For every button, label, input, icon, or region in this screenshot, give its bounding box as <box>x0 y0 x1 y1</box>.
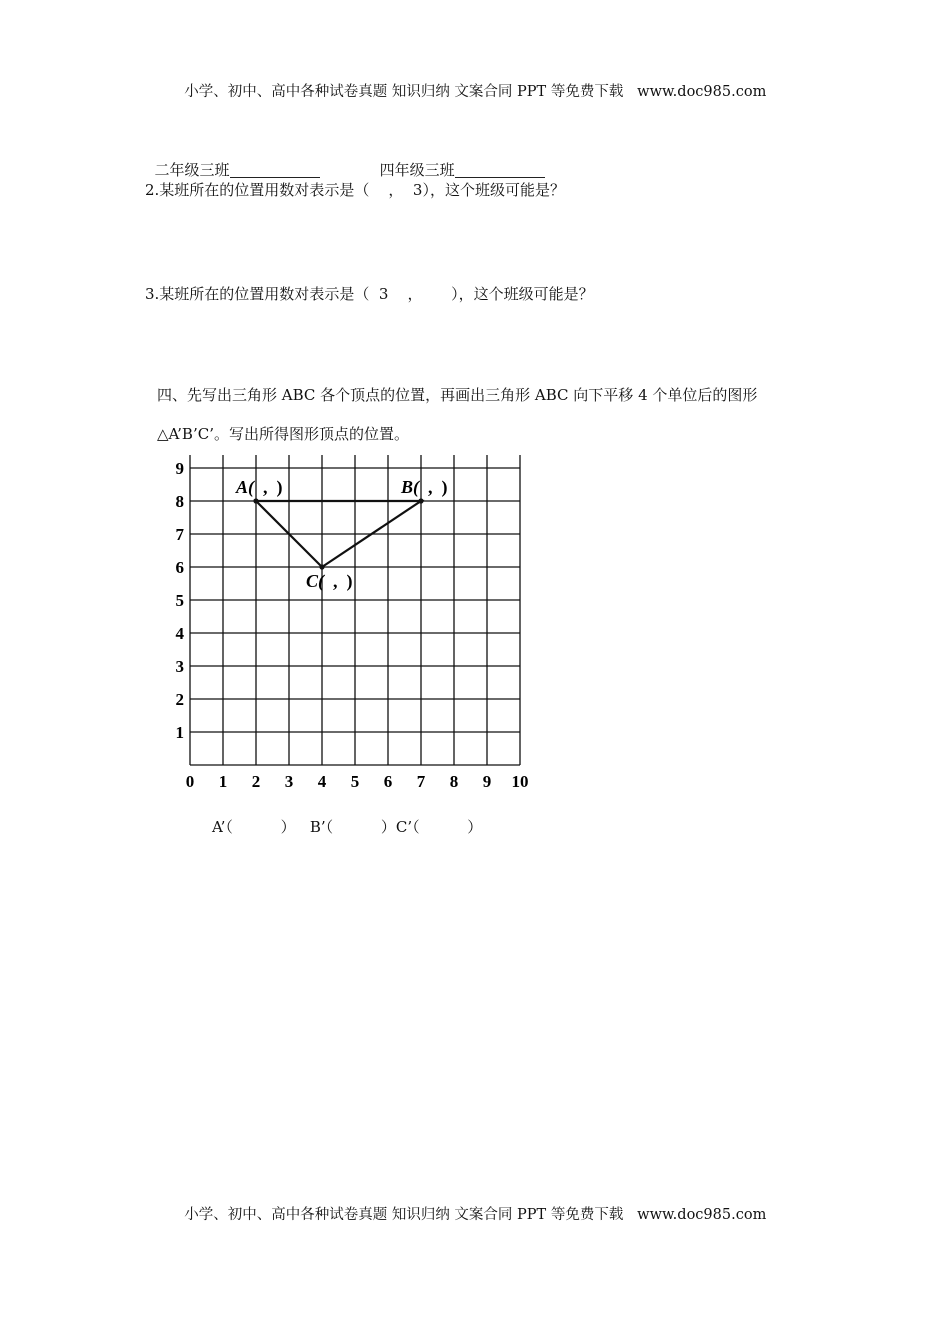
y-tick-label: 2 <box>175 690 184 709</box>
section-4-line-1: 四、先写出三角形 ABC 各个顶点的位置，再画出三角形 ABC 向下平移 4 个单位后的图形 <box>157 386 758 404</box>
footer-text: 小学、初中、高中各种试卷真题 知识归纳 文案合同 PPT 等免费下载 <box>184 1206 624 1223</box>
x-tick-label: 2 <box>251 772 261 791</box>
section-4-line-2: △A’B’C’。写出所得图形顶点的位置。 <box>157 425 409 443</box>
footer-site: www.doc985.com <box>637 1206 767 1223</box>
vertex-b-point <box>418 498 423 503</box>
x-tick-label: 7 <box>416 772 426 791</box>
x-tick-label: 9 <box>482 772 492 791</box>
y-tick-label: 3 <box>175 657 184 676</box>
x-tick-label: 1 <box>218 772 228 791</box>
label-grade4-class3: 四年级三班 <box>379 161 455 179</box>
y-tick-label: 9 <box>175 459 184 478</box>
vertex-b-label: B( , ) <box>401 477 448 497</box>
y-tick-label: 7 <box>175 525 184 544</box>
page-footer <box>175 1193 766 1222</box>
x-tick-label: 4 <box>317 772 327 791</box>
x-tick-label: 6 <box>383 772 393 791</box>
x-tick-label: 10 <box>511 772 529 791</box>
header-text: 小学、初中、高中各种试卷真题 知识归纳 文案合同 PPT 等免费下载 <box>184 83 624 100</box>
y-tick-label: 4 <box>175 624 184 643</box>
page-header <box>175 70 766 99</box>
x-tick-label: 0 <box>185 772 195 791</box>
y-tick-label: 6 <box>175 558 184 577</box>
x-tick-label: 8 <box>449 772 459 791</box>
y-tick-label: 8 <box>175 492 184 511</box>
y-tick-label: 1 <box>175 723 184 742</box>
answer-line: A’（ ） B’（ ）C’（ ） <box>212 818 483 836</box>
vertex-a-label: A( , ) <box>236 477 283 497</box>
answer-blank-1[interactable] <box>230 163 320 178</box>
header-site: www.doc985.com <box>637 83 767 100</box>
label-grade2-class3: 二年级三班 <box>154 161 230 179</box>
tick-labels <box>167 455 529 791</box>
fill-row <box>145 148 545 178</box>
question-3: 3.某班所在的位置用数对表示是（ 3 ， ），这个班级可能是？ <box>145 285 594 303</box>
y-tick-label: 5 <box>175 591 184 610</box>
vertex-c-label: C( , ) <box>306 571 353 591</box>
answer-blank-2[interactable] <box>455 163 545 178</box>
question-2: 2.某班所在的位置用数对表示是（ ， 3），这个班级可能是？ <box>145 181 565 199</box>
x-tick-label: 3 <box>284 772 294 791</box>
coordinate-grid <box>150 455 550 800</box>
vertex-a-point <box>253 498 258 503</box>
x-tick-label: 5 <box>350 772 360 791</box>
vertex-c-point <box>319 564 324 569</box>
